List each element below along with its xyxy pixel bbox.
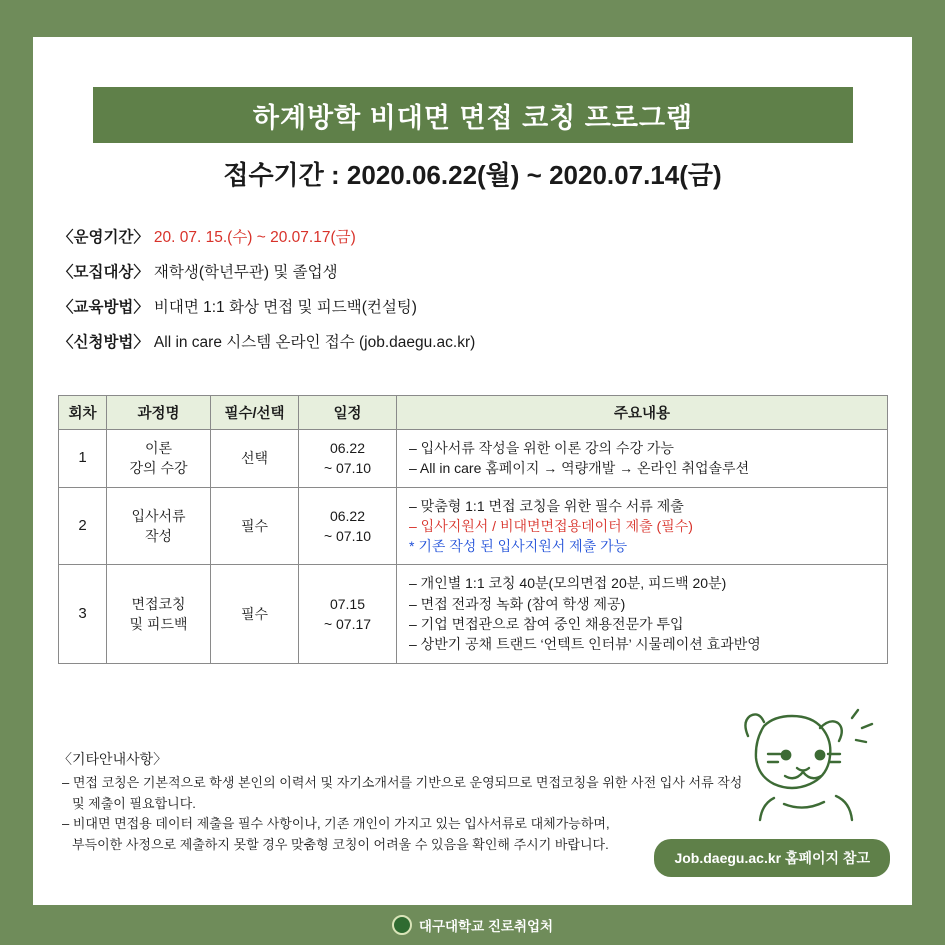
info-list [58, 225, 888, 365]
content-line: – 입사서류 작성을 위한 이론 강의 수강 가능 [409, 440, 674, 456]
cell-course: 이론 강의 수강 [107, 430, 211, 488]
cell-schedule: 07.15 ~ 07.17 [299, 565, 397, 663]
content-line-note: * 기존 작성 된 입사지원서 제출 가능 [409, 538, 628, 555]
column-header-content: 주요내용 [397, 396, 888, 430]
cell-no: 2 [59, 487, 107, 565]
info-row-method [58, 295, 888, 317]
title-banner [93, 87, 853, 143]
additional-notes [58, 749, 758, 855]
cell-schedule: 06.22 ~ 07.10 [299, 430, 397, 488]
content-line-highlight: – 입사지원서 / 비대면면접용데이터 제출 (필수) [409, 517, 693, 534]
cell-required: 필수 [211, 487, 299, 565]
column-header-course: 과정명 [107, 396, 211, 430]
table-row [59, 565, 888, 663]
table-header-row [59, 396, 888, 430]
cell-no: 3 [59, 565, 107, 663]
column-header-no: 회차 [59, 396, 107, 430]
poster-card [33, 37, 912, 905]
notes-title: 〈기타안내사항〉 [58, 751, 168, 767]
page-title: 하계방학 비대면 면접 코칭 프로그램 [252, 102, 694, 133]
info-label: 〈신청방법〉 [58, 334, 149, 351]
column-header-required: 필수/선택 [211, 396, 299, 430]
notes-line: – 면접 코칭은 기본적으로 학생 본인의 이력서 및 자기소개서를 기반으로 운영되므로 면접코칭을 위한 사전 입사 서류 작성 [62, 775, 743, 790]
tiger-mascot-illustration [724, 700, 884, 830]
homepage-reference-badge[interactable]: Job.daegu.ac.kr 홈페이지 참고 [654, 839, 890, 877]
cell-required: 선택 [211, 430, 299, 488]
info-value: 비대면 1:1 화상 면접 및 피드백(컨설팅) [153, 299, 417, 316]
content-line: – All in care 홈페이지 → 역량개발 → 온라인 취업솔루션 [409, 460, 750, 477]
info-row-target [58, 260, 888, 282]
info-value: 재학생(학년무관) 및 졸업생 [153, 264, 338, 281]
content-line: – 기업 면접관으로 참여 중인 채용전문가 투입 [409, 616, 684, 633]
info-row-apply [58, 330, 888, 352]
cell-content [397, 565, 888, 663]
content-line: – 개인별 1:1 코칭 40분(모의면접 20분, 피드백 20분) [409, 575, 727, 592]
content-line: – 맞춤형 1:1 면접 코칭을 위한 필수 서류 제출 [409, 497, 684, 514]
table-row [59, 487, 888, 565]
notes-line: – 비대면 면접용 데이터 제출을 필수 사항이나, 기존 개인이 가지고 있는 입사서류로 대체가능하며, [62, 816, 610, 831]
cell-course: 면접코칭 및 피드백 [107, 565, 211, 663]
column-header-schedule: 일정 [299, 396, 397, 430]
university-logo-icon [392, 915, 412, 935]
application-period-subtitle: 접수기간 : 2020.06.22(월) ~ 2020.07.14(금) [223, 160, 722, 190]
info-row-operation-period [58, 225, 888, 247]
info-label: 〈모집대상〉 [58, 264, 149, 281]
info-value: All in care 시스템 온라인 접수 (job.daegu.ac.kr) [153, 334, 476, 351]
program-schedule-table [58, 395, 888, 664]
content-line: – 상반기 공채 트랜드 ‘언텍트 인터뷰’ 시물레이션 효과반영 [409, 636, 761, 653]
cell-content [397, 430, 888, 488]
info-label: 〈운영기간〉 [58, 229, 149, 246]
notes-line: 부득이한 사정으로 제출하지 못할 경우 맞춤형 코칭이 어려울 수 있음을 확인해 주시기 바랍니다. [72, 836, 609, 852]
cell-schedule: 06.22 ~ 07.10 [299, 487, 397, 565]
content-line: – 면접 전과정 녹화 (참여 학생 제공) [409, 595, 626, 612]
notes-line: 및 제출이 필요합니다. [72, 795, 196, 811]
cell-course: 입사서류 작성 [107, 487, 211, 565]
cell-no: 1 [59, 430, 107, 488]
cell-required: 필수 [211, 565, 299, 663]
info-value: 20. 07. 15.(수) ~ 20.07.17(금) [153, 229, 356, 246]
table-row [59, 430, 888, 488]
cell-content [397, 487, 888, 565]
info-label: 〈교육방법〉 [58, 299, 149, 316]
organization-footer [0, 905, 945, 945]
organization-name: 대구대학교 진로취업처 [418, 919, 554, 934]
